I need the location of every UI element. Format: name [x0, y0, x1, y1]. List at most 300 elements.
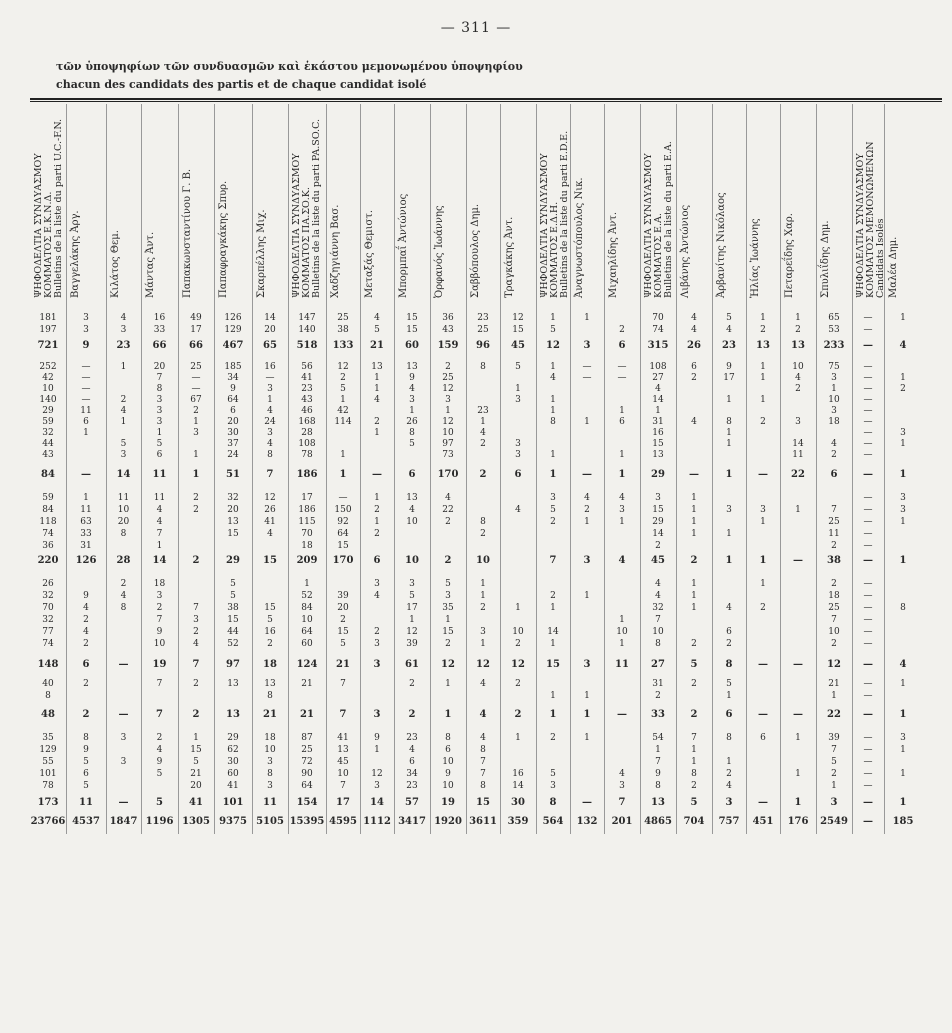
table-cell: — 150 92 64 15: [334, 493, 352, 551]
total-cell: 30: [511, 797, 525, 808]
table-cell: 25 — — 67 2 1 3 1: [190, 362, 202, 460]
total-cell: —: [758, 469, 768, 480]
total-cell: —: [758, 659, 768, 670]
total-cell: 38: [827, 555, 841, 566]
table-cell: 13 4 10: [406, 493, 418, 527]
table-cell: 2: [619, 325, 625, 335]
table-cell: 70 74: [652, 313, 664, 335]
column-header-candidate: Ἀρβανίτης Νικόλαος: [716, 192, 727, 298]
table-cell: 1 2: [760, 579, 766, 613]
total-cell: 29: [226, 555, 240, 566]
table-cell: 23 25: [477, 313, 489, 335]
total-cell: 5105: [256, 816, 284, 827]
table-cell: 1 2 3 1: [900, 373, 906, 449]
table-cell: 1 16 14: [512, 733, 524, 791]
table-cell: 1 2 1 2: [374, 493, 380, 539]
table-cell: 40 8: [42, 679, 54, 701]
table-cell: 1 1: [795, 733, 801, 779]
table-cell: [780, 578, 816, 638]
total-cell: 15395: [289, 816, 325, 827]
column-header-party: ΨΗΦΟΔΕΛΤΙΑ ΣΥΝΔΥΑΣΜΟΥ ΚΟΜΜΑΤΟΣ ΜΕΜΟΝΩΜΕΝΩΝ Candidats Isolés: [855, 141, 886, 298]
total-cell: 220: [37, 555, 59, 566]
table-cell: 181 197: [39, 313, 57, 335]
total-cell: 66: [152, 340, 167, 351]
column-divider: [252, 104, 253, 834]
total-cell: 1: [725, 555, 733, 566]
table-cell: 4 6 2: [726, 603, 732, 649]
table-cell: 1 2: [795, 313, 801, 335]
table-cell: 1: [900, 679, 906, 689]
column-divider: [214, 104, 215, 834]
total-cell: —: [372, 469, 382, 480]
table-cell: 4: [515, 505, 521, 515]
column-divider: [884, 104, 885, 834]
total-cell: 173: [37, 797, 59, 808]
total-cell: 9: [82, 340, 90, 351]
total-cell: 564: [542, 816, 564, 827]
table-cell: — —: [863, 679, 873, 701]
table-cell: 108 27 4 14 1 31 16 15 13: [649, 362, 667, 460]
total-cell: 124: [296, 659, 318, 670]
table-cell: 26 32 70 32 77 74: [42, 579, 54, 649]
table-cell: 35 129 55 101 78: [39, 733, 57, 791]
column-header-candidate: Κιλάτος Θεμ.: [110, 230, 121, 298]
table-cell: 7 3 2 4: [193, 603, 199, 649]
table-cell: 1 2: [760, 313, 766, 335]
column-header-candidate: Μεταξάς Θεμιστ.: [364, 209, 375, 298]
table-cell: — — 1 6 1: [617, 362, 627, 460]
total-cell: 185: [892, 816, 914, 827]
total-cell: 3611: [469, 816, 497, 827]
table-cell: 2 4 9 5: [156, 733, 163, 779]
total-cell: —: [863, 816, 873, 827]
table-cell: 20 7 8 3 3 3 1 5 6: [153, 362, 166, 460]
total-cell: 97: [226, 659, 240, 670]
table-cell: 18 3 2 7 9 10: [153, 579, 166, 649]
table-cell: 4 22 2: [442, 493, 454, 527]
total-cell: 23766: [30, 816, 66, 827]
total-cell: 1: [794, 797, 802, 808]
total-cell: 704: [683, 816, 705, 827]
table-cell: 3 3 1: [900, 493, 906, 527]
column-header-candidate: Ἡλίας Ἰωάννης: [750, 218, 761, 298]
table-cell: 56 41 23 43 46 168 28 108 78: [298, 362, 316, 460]
table-cell: 23 4 6 34 23: [406, 733, 418, 791]
total-cell: 1: [549, 469, 557, 480]
total-cell: 133: [332, 340, 354, 351]
table-cell: 1 10 2: [512, 603, 524, 649]
table-cell: 7: [340, 679, 346, 689]
table-cell: 4 8 7 7 8: [480, 733, 486, 791]
total-cell: 14: [116, 469, 131, 480]
total-cell: —: [118, 709, 129, 720]
total-cell: —: [118, 659, 129, 670]
total-cell: 518: [296, 340, 318, 351]
table-cell: 1 15 5 21 20: [190, 733, 202, 791]
total-cell: 84: [41, 469, 55, 480]
total-cell: 3: [583, 340, 591, 351]
total-cell: 126: [75, 555, 97, 566]
table-cell: 14 20: [264, 313, 276, 335]
total-cell: 7: [618, 797, 626, 808]
table-cell: 8 9 5 6 5: [83, 733, 89, 791]
total-cell: 359: [507, 816, 529, 827]
table-cell: 15 5 16 2: [264, 603, 276, 649]
table-cell: 1 52 84 10 64 60: [301, 579, 313, 649]
total-cell: 1847: [109, 816, 138, 827]
column-divider: [430, 104, 431, 834]
table-cell: 4 4 32 7 10 8: [652, 579, 664, 649]
table-cell: — — — — 11 6 1: [80, 362, 92, 438]
table-cell: 2 4 8: [120, 579, 127, 613]
table-cell: 21 1: [828, 679, 840, 701]
table-cell: 1 2 4 1 5 3: [120, 362, 127, 460]
table-cell: 13: [227, 679, 239, 689]
total-cell: 2: [408, 709, 416, 720]
table-cell: 75 3 1 10 3 18 4 2: [828, 362, 840, 460]
column-header-candidate: Μάντας Ἀντ.: [145, 231, 156, 298]
total-cell: 11: [263, 797, 277, 808]
total-cell: —: [793, 555, 803, 566]
total-cell: 2: [82, 709, 90, 720]
table-cell: [746, 678, 780, 690]
table-cell: 4 2 1: [584, 493, 590, 527]
column-divider: [604, 104, 605, 834]
column-divider: [536, 104, 537, 834]
total-cell: —: [863, 340, 873, 351]
total-cell: 2: [514, 709, 522, 720]
column-header-candidate: Πεταρεΐδης Χαρ.: [784, 213, 795, 298]
total-cell: 1: [549, 709, 557, 720]
total-cell: 1: [725, 469, 733, 480]
column-divider: [360, 104, 361, 834]
total-cell: 6: [373, 555, 381, 566]
column-divider: [326, 104, 327, 834]
column-divider: [780, 104, 781, 834]
total-cell: 21: [336, 659, 350, 670]
column-divider: [466, 104, 467, 834]
total-cell: 13: [226, 709, 240, 720]
total-cell: 7: [192, 659, 200, 670]
title-greek: τῶν ὑποψηφίων τῶν συνδυασμῶν καὶ ἑκάστου μεμονωμένου ὑποψηφίου: [56, 60, 523, 73]
table-cell: 25 38: [337, 313, 349, 335]
table-cell: 3 1 1: [900, 733, 906, 779]
total-cell: 65: [263, 340, 277, 351]
total-cell: —: [118, 797, 129, 808]
column-header-party: ΨΗΦΟΔΕΛΤΙΑ ΣΥΝΔΥΑΣΜΟΥ ΚΟΜΜΑΤΟΣ ΠΑ.ΣΟ.Κ. Bulletins de la liste du parti PA.SO.C.: [291, 118, 322, 298]
total-cell: 233: [823, 340, 845, 351]
table-cell: 11 4 4 7 1: [153, 493, 166, 551]
column-divider: [816, 104, 817, 834]
table-cell: 18 10 3 8 3: [264, 733, 276, 791]
total-cell: 1: [899, 709, 907, 720]
total-cell: 2: [690, 709, 698, 720]
table-cell: 1 11 63 33 31: [80, 493, 92, 551]
column-divider: [676, 104, 677, 834]
total-cell: 23: [116, 340, 131, 351]
total-cell: 15: [263, 555, 277, 566]
table-cell: 1 1 1 1: [691, 493, 697, 539]
total-cell: 17: [336, 797, 350, 808]
table-cell: 3 3: [83, 313, 89, 335]
column-divider: [570, 104, 571, 834]
total-cell: 13: [791, 340, 805, 351]
total-cell: 4537: [72, 816, 100, 827]
table-cell: 41 13 45 10 7: [337, 733, 349, 791]
total-cell: 10: [405, 555, 419, 566]
title-french: chacun des candidats des partis et de chaque candidat isolé: [56, 78, 427, 91]
total-cell: 201: [611, 816, 633, 827]
table-cell: — — 1: [582, 362, 592, 427]
total-cell: 26: [687, 340, 701, 351]
table-cell: 2 18 25 7 10 2: [828, 579, 840, 649]
column-divider: [66, 104, 67, 834]
column-divider: [178, 104, 179, 834]
total-cell: —: [758, 797, 768, 808]
total-cell: 21: [370, 340, 384, 351]
total-cell: 12: [511, 659, 525, 670]
total-cell: 315: [647, 340, 669, 351]
table-cell: 3 1: [760, 505, 766, 527]
column-header-candidate: Βαγγελάκης Ἀργ.: [70, 210, 81, 298]
total-cell: 13: [651, 797, 665, 808]
table-cell: 11 10 20 8: [117, 493, 130, 539]
table-cell: 5 5 38 15 44 52: [227, 579, 239, 649]
table-cell: 32 20 13 15: [227, 493, 239, 539]
table-cell: 7 1 1 8 2: [691, 733, 697, 791]
table-cell: 1 4 1 1 8 1: [550, 362, 556, 460]
total-cell: 5: [690, 797, 698, 808]
total-cell: 1305: [182, 816, 210, 827]
table-cell: 12 26 41 4: [264, 493, 276, 539]
column-header-candidate: Μαλέα Δημ.: [888, 236, 899, 298]
total-cell: 3: [373, 659, 381, 670]
column-header-candidate: Παπακωνσταντίνου Γ. Β.: [182, 168, 193, 298]
table-cell: 54 1 7 9 8: [652, 733, 664, 791]
total-cell: 41: [189, 797, 203, 808]
table-cell: 3 15 29 14 2: [652, 493, 664, 551]
total-cell: 14: [152, 555, 167, 566]
total-cell: 101: [222, 797, 244, 808]
total-cell: 6: [82, 659, 90, 670]
total-cell: 1: [899, 555, 907, 566]
total-cell: 4865: [644, 816, 672, 827]
table-cell: 9 1 12 3: [371, 733, 383, 791]
column-header-candidate: Σκαρπέλλης Μιχ.: [256, 209, 267, 298]
table-cell: 2: [83, 679, 89, 689]
table-cell: 1: [584, 591, 590, 601]
table-cell: 8 6 10 9 10: [442, 733, 454, 791]
column-header-candidate: Χαδζηγιάννη Βασ.: [330, 204, 341, 298]
total-cell: —: [758, 709, 768, 720]
total-cell: 3: [830, 797, 838, 808]
table-cell: 147 140: [298, 313, 316, 335]
total-cell: 6: [514, 469, 522, 480]
table-cell: 2: [409, 679, 415, 689]
total-cell: 4: [899, 659, 907, 670]
column-divider: [500, 104, 501, 834]
column-header-candidate: Μπορμπαΐ Ἀντώνιος: [398, 193, 409, 298]
total-cell: 7: [549, 555, 557, 566]
total-cell: 57: [405, 797, 419, 808]
total-cell: 1: [618, 469, 626, 480]
table-cell: 65 53: [828, 313, 840, 335]
total-cell: 209: [296, 555, 318, 566]
total-cell: 23: [722, 340, 736, 351]
total-cell: 22: [791, 469, 805, 480]
table-cell: 4 5: [374, 313, 380, 335]
total-cell: 170: [332, 555, 354, 566]
total-cell: 6: [725, 709, 733, 720]
table-cell: 36 43: [442, 313, 454, 335]
table-cell: 7: [156, 679, 163, 689]
table-cell: 1 1 1 2: [760, 362, 766, 427]
total-cell: 7: [266, 469, 274, 480]
total-cell: —: [793, 659, 803, 670]
table-cell: 15 15: [406, 313, 418, 335]
table-cell: 7 25 11 2: [828, 505, 840, 551]
table-cell: 2: [691, 679, 697, 689]
total-cell: 8: [725, 659, 733, 670]
total-cell: 1: [583, 709, 591, 720]
column-header-candidate: Ὀρφανός Ἰωάννης: [434, 205, 445, 298]
table-cell: 6: [760, 733, 766, 743]
table-cell: 5 1: [726, 679, 732, 701]
column-header-party: ΨΗΦΟΔΕΛΤΙΑ ΣΥΝΔΥΑΣΜΟΥ ΚΟΜΜΑΤΟΣ Ε.Δ.Η. Bulletins de la liste du parti E.D.E.: [539, 130, 570, 298]
total-cell: —: [81, 469, 91, 480]
total-cell: 2: [690, 555, 698, 566]
total-cell: 1: [444, 709, 452, 720]
table-cell: 1 5: [550, 313, 556, 335]
total-cell: 148: [37, 659, 59, 670]
total-cell: 11: [79, 797, 93, 808]
column-header-party: ΨΗΦΟΔΕΛΤΙΑ ΣΥΝΔΥΑΣΜΟΥ ΚΟΜΜΑΤΟΣ Ε.Α. Bulletins de la liste du parti E.A.: [643, 141, 674, 298]
total-cell: 1: [759, 555, 767, 566]
table-cell: 8 1 2 4: [726, 733, 732, 791]
table-cell: 3 5 17 1 12 39: [406, 579, 418, 649]
total-cell: 2: [192, 709, 200, 720]
column-header-candidate: Λιβάνης Ἀντώνιος: [680, 204, 691, 298]
total-cell: 66: [189, 340, 203, 351]
table-cell: 2 5 3: [550, 733, 556, 791]
table-cell: 5 3 35 1 15 2: [442, 579, 454, 649]
table-cell: — — — — — —: [863, 579, 873, 649]
table-cell: 39 7 5 2 1: [828, 733, 840, 791]
total-cell: 3: [373, 709, 381, 720]
total-cell: 11: [615, 659, 629, 670]
total-cell: 12: [476, 659, 490, 670]
total-cell: —: [863, 469, 873, 480]
total-cell: 176: [787, 816, 809, 827]
total-cell: 11: [152, 469, 167, 480]
column-divider: [288, 104, 289, 834]
total-cell: 1196: [145, 816, 174, 827]
table-cell: 9 4 2 4 2: [83, 591, 89, 649]
table-cell: 39 20 2 15 5: [337, 591, 349, 649]
table-cell: 29 62 30 60 41: [227, 733, 239, 791]
table-cell: 2: [515, 679, 521, 689]
column-header-party: ΨΗΦΟΔΕΛΤΙΑ ΣΥΝΔΥΑΣΜΟΥ ΚΟΜΜΑΤΟΣ Ε.Κ.Ν.Δ. Bulletins de la liste du parti U.C.-F.N.: [33, 118, 64, 298]
column-header-candidate: Μιχαηλίδης Ἀντ.: [608, 211, 619, 298]
table-cell: 3 4 2 3: [374, 579, 380, 649]
table-cell: 8 2: [480, 517, 486, 539]
table-cell: 1: [584, 313, 590, 323]
table-cell: — —: [863, 313, 873, 335]
total-cell: —: [793, 709, 803, 720]
total-cell: 45: [511, 340, 525, 351]
table-cell: 126 129: [224, 313, 242, 335]
total-cell: 48: [41, 709, 55, 720]
total-cell: 451: [752, 816, 774, 827]
total-cell: 15: [546, 659, 560, 670]
table-cell: 4 3: [120, 313, 127, 335]
table-cell: 6 2 4: [691, 362, 697, 427]
table-cell: 1: [584, 733, 590, 743]
total-cell: 7: [339, 709, 347, 720]
total-cell: 21: [263, 709, 277, 720]
total-cell: —: [863, 797, 873, 808]
total-cell: 1: [899, 469, 907, 480]
column-divider: [394, 104, 395, 834]
total-cell: 33: [651, 709, 665, 720]
total-cell: 29: [651, 469, 665, 480]
total-cell: 2549: [820, 816, 848, 827]
table-cell: [604, 678, 640, 690]
total-cell: —: [582, 469, 592, 480]
table-cell: 252 42 10 140 29 59 32 44 43: [39, 362, 57, 460]
total-cell: 170: [437, 469, 459, 480]
column-divider: [106, 104, 107, 834]
total-cell: 186: [296, 469, 318, 480]
table-cell: 1 10 1: [616, 615, 628, 649]
total-cell: 12: [546, 340, 560, 351]
total-cell: 2: [192, 555, 200, 566]
table-cell: 2 1 14 1: [547, 591, 559, 649]
total-cell: —: [863, 659, 873, 670]
total-cell: 60: [405, 340, 419, 351]
total-cell: 3417: [398, 816, 426, 827]
table-cell: 1: [445, 679, 451, 689]
table-cell: 2 25 12 3 1 12 10 97 73: [442, 362, 454, 460]
total-cell: 96: [476, 340, 490, 351]
total-cell: 61: [405, 659, 419, 670]
total-cell: 6: [408, 469, 416, 480]
table-cell: 17 186 115 70 18: [298, 493, 316, 551]
total-cell: 5: [156, 797, 163, 808]
table-cell: 3 5 2: [550, 493, 556, 527]
total-cell: 154: [296, 797, 318, 808]
total-cell: 3: [725, 797, 733, 808]
total-cell: 7: [156, 709, 163, 720]
table-cell: 16 33: [153, 313, 166, 335]
total-cell: 6: [618, 340, 626, 351]
total-cell: 9375: [219, 816, 247, 827]
total-cell: 19: [441, 797, 455, 808]
total-cell: 721: [37, 340, 59, 351]
total-cell: 21: [300, 709, 314, 720]
table-cell: 1: [900, 313, 906, 323]
total-cell: 6: [830, 469, 838, 480]
table-cell: 2 2: [193, 493, 199, 515]
column-header-candidate: Ἀναγνωστόπουλος Νικ.: [574, 177, 585, 298]
table-cell: 4 3: [619, 769, 625, 791]
table-cell: 1: [550, 691, 556, 701]
table-cell: 9 17 1 8 1 1: [723, 362, 735, 449]
total-cell: 45: [651, 555, 665, 566]
table-cell: [106, 678, 141, 690]
table-cell: 12 15: [512, 313, 524, 335]
table-cell: 13 9 4 3 1 26 8 5: [406, 362, 418, 449]
